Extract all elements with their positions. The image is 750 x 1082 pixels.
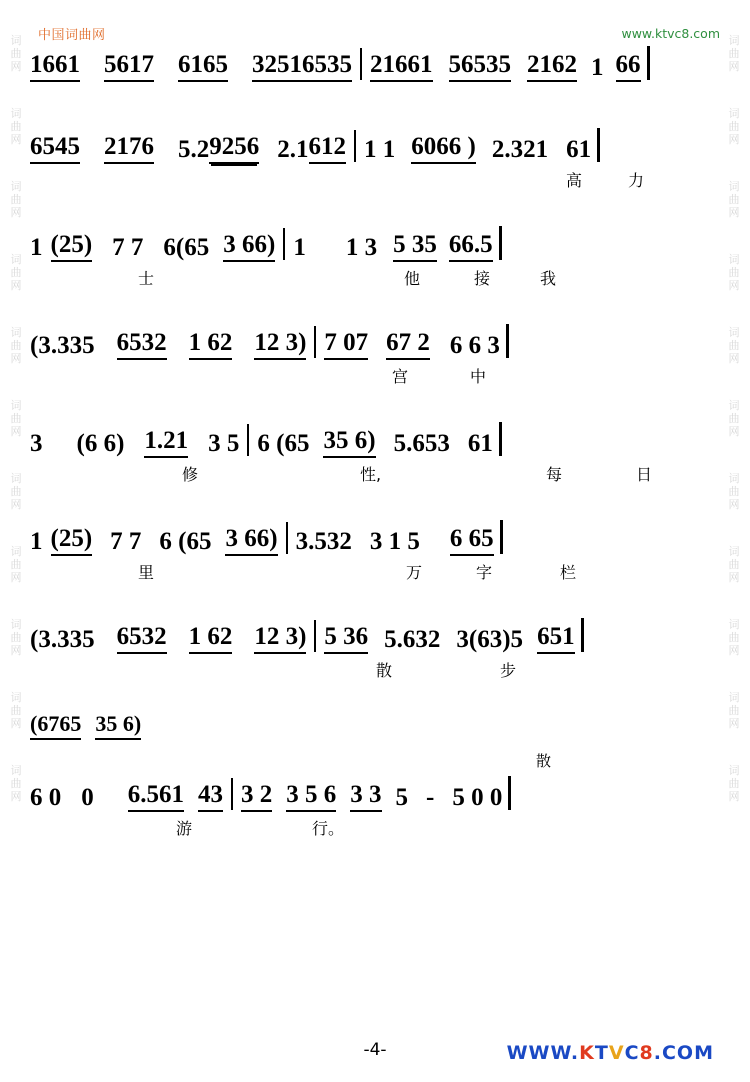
watermark-block: 词 曲 网: [728, 326, 740, 365]
note-group: 0: [81, 784, 94, 811]
page-number: -4-: [363, 1040, 387, 1060]
note-group: 6535: [302, 51, 352, 82]
note-group: 66: [616, 51, 641, 82]
note-group: -: [426, 784, 435, 811]
note-group: 5.632: [384, 626, 441, 653]
score-system-8b: [30, 750, 722, 842]
note-group: 6165: [178, 51, 228, 82]
note-group: 7 07: [324, 329, 368, 360]
note-group: 6532: [117, 623, 167, 654]
note-group: 612: [309, 133, 347, 164]
lyric-word: 他: [404, 269, 421, 288]
lyric-row: [30, 658, 722, 684]
note-group: 6532: [117, 329, 167, 360]
lyric-word: 日: [636, 465, 653, 484]
footer-url-char: .: [570, 1042, 580, 1064]
note-group: 61: [467, 430, 493, 457]
footer-url-char: C: [661, 1042, 677, 1064]
note-group: 1 62: [189, 329, 233, 360]
note-group: 6 (65: [159, 528, 212, 555]
note-group: 3(63)5: [456, 626, 524, 653]
watermark-block: 词 曲 网: [728, 545, 740, 584]
note-group: 2.1: [277, 136, 309, 163]
watermark-block: 词 曲 网: [10, 472, 22, 511]
lyric-row: [30, 816, 722, 842]
note-group: (3.335: [30, 332, 95, 359]
note-group: (6 6): [76, 430, 125, 457]
note-group: (25): [51, 525, 93, 556]
lyric-word: 高: [566, 171, 583, 190]
score-system-2: [30, 122, 722, 194]
lyric-word: 性,: [360, 465, 382, 484]
barline-end: [581, 618, 584, 652]
note-group: 35 6): [323, 427, 375, 458]
note-group: 56535: [449, 51, 512, 82]
watermark-block: 词 曲 网: [10, 764, 22, 803]
footer-url[interactable]: [507, 1042, 714, 1064]
note-group: 6 (65: [257, 430, 310, 457]
note-group: 5.653: [393, 430, 450, 457]
note-group: 2162: [527, 51, 577, 82]
lyric-word: 我: [540, 269, 557, 288]
lyric-word: 里: [138, 563, 155, 582]
score-system-5: [30, 416, 722, 488]
lyric-word: 步: [500, 661, 517, 680]
watermark-block: 词 曲 网: [728, 180, 740, 219]
watermark-block: 词 曲 网: [728, 764, 740, 803]
note-group: 3 2: [241, 781, 272, 812]
lyric-word: 修: [182, 465, 199, 484]
barline: [354, 130, 356, 162]
note-row: [30, 40, 722, 82]
note-group: 1: [591, 54, 604, 81]
note-group: 1.21: [144, 427, 188, 458]
barline-end: [647, 46, 650, 80]
note-group: 3 5 6: [286, 781, 336, 812]
note-group: 651: [537, 623, 575, 654]
barline-end: [508, 776, 511, 810]
score-system-7: [30, 612, 722, 684]
note-row: [30, 318, 722, 360]
watermark-block: 词 曲 网: [10, 691, 22, 730]
lyric-word: 栏: [560, 563, 577, 582]
watermark-block: 词 曲 网: [10, 399, 22, 438]
note-group: 3: [30, 430, 43, 457]
watermark-block: 词 曲 网: [10, 107, 22, 146]
note-group: 3 5: [208, 430, 240, 457]
lyric-row: [30, 168, 722, 194]
watermark-block: 词 曲 网: [10, 618, 22, 657]
footer-url-char: 8: [639, 1042, 654, 1064]
note-group: 6.561: [128, 781, 184, 812]
note-row: [30, 706, 722, 740]
footer-url-char: W: [550, 1042, 571, 1064]
watermark-block: 词 曲 网: [728, 472, 740, 511]
lyric-row: [30, 364, 722, 390]
note-group: 5 35: [393, 231, 437, 262]
note-group: 1 62: [189, 623, 233, 654]
note-group: 1 1: [364, 136, 396, 163]
barline: [314, 620, 316, 652]
note-group: 6 6 3: [449, 332, 500, 359]
score-system-1: [30, 40, 722, 94]
note-group: 7 7: [110, 528, 142, 555]
barline: [231, 778, 233, 810]
note-group: 5.2: [178, 136, 210, 163]
note-group: (6765: [30, 711, 81, 740]
barline: [314, 326, 316, 358]
watermark-block: 词 曲 网: [10, 253, 22, 292]
barline: [360, 48, 362, 80]
watermark-block: 词 曲 网: [10, 545, 22, 584]
note-group: 5: [395, 784, 408, 811]
note-group: 61: [566, 136, 592, 163]
note-row: [30, 220, 722, 262]
lyric-word: 中: [470, 367, 487, 386]
footer-url-char: M: [694, 1042, 714, 1064]
note-group: 2.321: [491, 136, 549, 163]
watermark-block: 词 曲 网: [728, 34, 740, 73]
note-group: 1661: [30, 51, 80, 82]
barline-end: [506, 324, 509, 358]
note-group: 3 66): [225, 525, 277, 556]
note-group: 12 3): [254, 329, 306, 360]
note-group: 6 65: [450, 525, 494, 556]
note-group: 1 3: [345, 234, 378, 261]
section-annotation: 散: [536, 752, 552, 770]
footer-url-char: C: [624, 1042, 640, 1064]
lyric-row: [30, 86, 722, 94]
lyric-word: 游: [176, 819, 193, 838]
lyric-word: 每: [546, 465, 563, 484]
note-group: 9256: [209, 133, 259, 164]
watermark-block: 词 曲 网: [728, 399, 740, 438]
note-group: 5 0 0: [452, 784, 503, 811]
watermark-block: 词 曲 网: [10, 326, 22, 365]
note-group: 3.532: [295, 528, 352, 555]
lyric-word: 万: [406, 563, 423, 582]
footer-url-char: .: [653, 1042, 662, 1064]
footer-url-char: T: [594, 1042, 609, 1064]
watermark-block: 词 曲 网: [728, 253, 740, 292]
note-group: 1: [30, 234, 43, 261]
lyric-word: 接: [474, 269, 491, 288]
barline-end: [499, 422, 502, 456]
score-system-8a: [30, 706, 722, 740]
note-group: 12 3): [254, 623, 306, 654]
note-row: [30, 612, 722, 654]
note-group: 1: [30, 528, 43, 555]
note-group: 6 0: [30, 784, 62, 811]
note-row: [30, 416, 722, 458]
score-system-6: [30, 514, 722, 586]
watermark-block: 词 曲 网: [728, 691, 740, 730]
score-system-4: [30, 318, 722, 390]
annotation-row: [30, 750, 722, 770]
barline-end: [597, 128, 600, 162]
watermark-block: 词 曲 网: [728, 618, 740, 657]
note-group: 66.5: [449, 231, 493, 262]
note-group: (25): [51, 231, 93, 262]
footer-url-char: K: [579, 1042, 595, 1064]
note-group: 3251: [252, 51, 302, 82]
site-url[interactable]: www.ktvc8.com: [621, 26, 720, 41]
lyric-row: [30, 266, 722, 292]
barline: [283, 228, 285, 260]
watermark-left: [2, 0, 30, 1082]
watermark-right: [720, 0, 748, 1082]
footer-url-char: O: [676, 1042, 695, 1064]
barline: [247, 424, 249, 456]
music-score: [30, 40, 722, 852]
note-group: 21661: [370, 51, 433, 82]
watermark-block: 词 曲 网: [728, 107, 740, 146]
watermark-block: 词 曲 网: [10, 180, 22, 219]
lyric-row: [30, 462, 722, 488]
lyric-word: 力: [628, 171, 645, 190]
lyric-row: [30, 560, 722, 586]
footer-url-char: V: [608, 1042, 625, 1064]
note-group: 1: [293, 234, 306, 261]
note-group: 6545: [30, 133, 80, 164]
note-group: 67 2: [386, 329, 430, 360]
lyric-word: 散: [376, 661, 393, 680]
note-group: 3 66): [223, 231, 275, 262]
barline-end: [500, 520, 503, 554]
note-group: 35 6): [95, 711, 141, 740]
note-group: 5617: [104, 51, 154, 82]
footer-url-char: W: [506, 1042, 529, 1064]
note-group: 3 1 5: [369, 528, 420, 555]
barline: [286, 522, 288, 554]
note-row: [30, 514, 722, 556]
note-row: [30, 122, 722, 164]
note-group: 5 36: [324, 623, 368, 654]
footer-url-char: W: [528, 1042, 551, 1064]
watermark-block: 词 曲 网: [10, 34, 22, 73]
note-group: 6(65: [163, 234, 210, 261]
lyric-word: 行。: [312, 819, 345, 838]
note-group: 7 7: [112, 234, 144, 261]
note-group: (3.335: [30, 626, 95, 653]
note-group: 6066 ): [411, 133, 476, 164]
lyric-word: 士: [138, 269, 155, 288]
note-row: [30, 770, 722, 812]
lyric-word: 字: [476, 563, 493, 582]
barline-end: [499, 226, 502, 260]
note-group: 2176: [104, 133, 154, 164]
score-system-3: [30, 220, 722, 292]
site-label: 中国词曲网: [38, 28, 106, 43]
lyric-word: 宫: [392, 367, 409, 386]
note-group: 3 3: [350, 781, 381, 812]
note-group: 43: [198, 781, 223, 812]
